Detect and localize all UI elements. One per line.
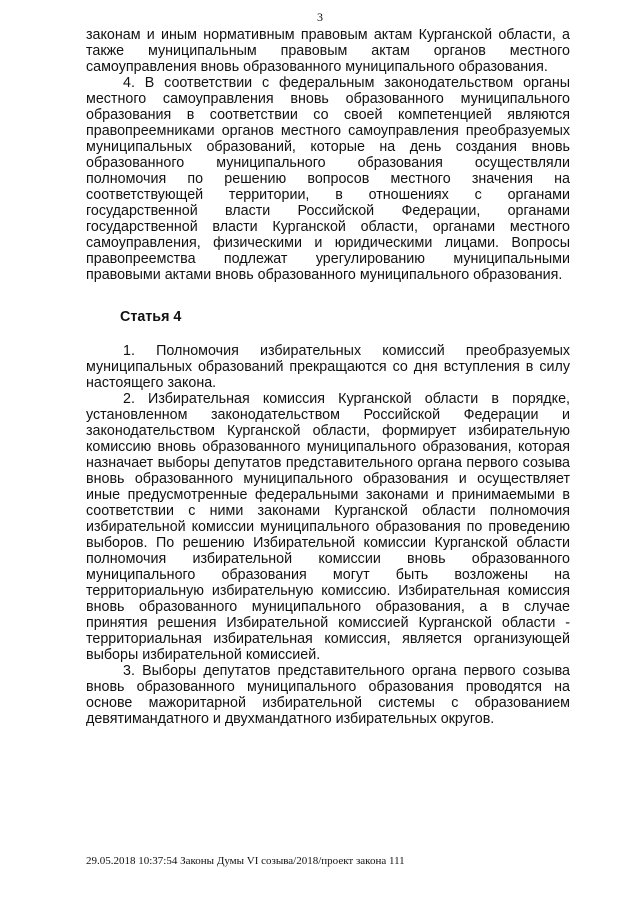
document-body [86, 27, 570, 727]
document-footer: 29.05.2018 10:37:54 Законы Думы VI созыва/2018/проект закона 111 [86, 855, 405, 867]
paragraph-item-4: 4. В соответствии с федеральным законодательством органы местного самоуправления вновь образованного муниципального образования в соответствии со своей компетенцией являются правопреемниками органов местного самоуправления преобразуемых муниципальных образований, которые на день создания вновь образованного муниципального образования осуществляли полномочия по решению вопросов местного значения на соответствующей территории, в отношениях с органами государственной власти Российской Федерации, органами государственной власти Курганской области, органами местного самоуправления, физическими и юридическими лицами. Вопросы правопреемства подлежат урегулированию муниципальными правовыми актами вновь образованного муниципального образования. [86, 75, 570, 283]
article-heading: Статья 4 [120, 309, 182, 325]
paragraph-article-item-3: 3. Выборы депутатов представительного органа первого созыва вновь образованного муниципального образования проводятся на основе мажоритарной избирательной системы с образованием девятимандатного и двухмандатного избирательных округов. [86, 663, 570, 727]
page-number: 3 [317, 10, 323, 24]
paragraph-article-item-1: 1. Полномочия избирательных комиссий преобразуемых муниципальных образований прекращаются со дня вступления в силу настоящего закона. [86, 343, 570, 391]
paragraph-continuation: законам и иным нормативным правовым актам Курганской области, а также муниципальным правовым актам органов местного самоуправления вновь образованного муниципального образования. [86, 27, 570, 75]
paragraph-article-item-2: 2. Избирательная комиссия Курганской области в порядке, установленном законодательством Российской Федерации и законодательством Курганской области, формирует избирательную комиссию вновь образованного муниципального образования, которая назначает выборы депутатов представительного органа первого созыва вновь образованного муниципального образования и осуществляет иные предусмотренные федеральными законами и принимаемыми в соответствии с ними законами Курганской области полномочия избирательной комиссии муниципального образования по проведению выборов. По решению Избирательной комиссии Курганской области полномочия избирательной комиссии вновь образованного муниципального образования могут быть возложены на территориальную избирательную комиссию. Избирательная комиссия вновь образованного муниципального образования, а в случае принятия решения Избирательной комиссией Курганской области - территориальная избирательная комиссия, является организующей выборы избирательной комиссией. [86, 391, 570, 663]
